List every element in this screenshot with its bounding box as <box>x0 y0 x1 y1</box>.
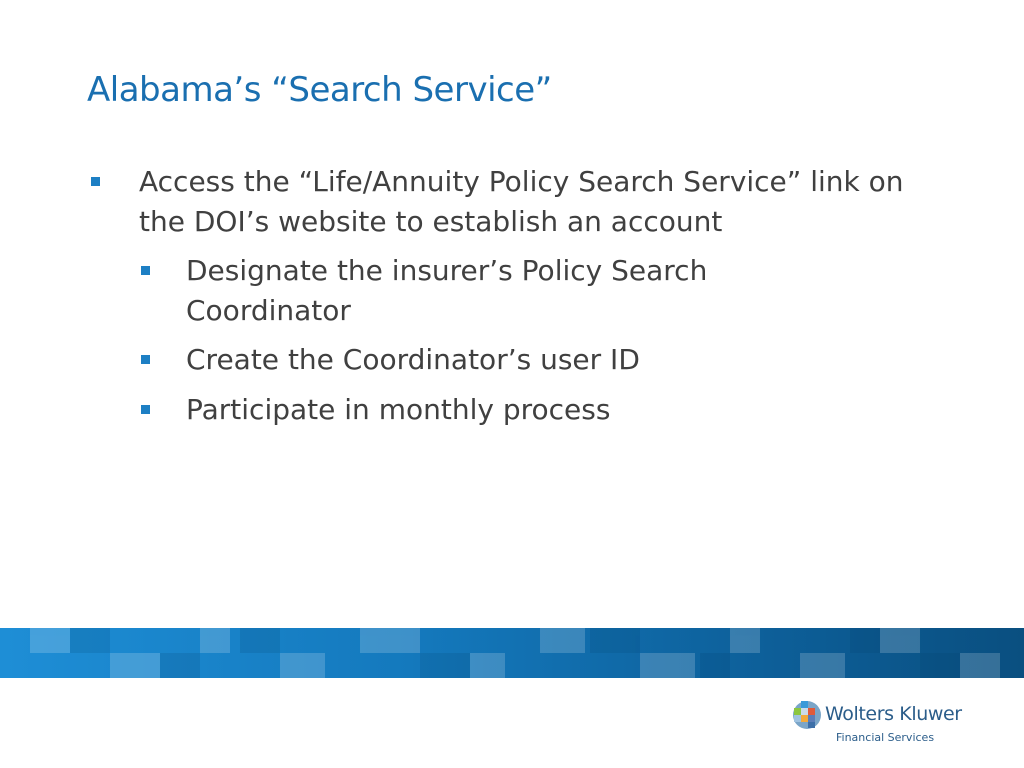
sub-bullet-item <box>141 340 841 380</box>
sub-bullet-text: Create the Coordinator’s user ID <box>186 343 640 376</box>
decorative-band <box>0 628 1024 678</box>
company-logo <box>792 700 992 750</box>
sub-bullet-text: Participate in monthly process <box>186 393 611 426</box>
bullet-text: Access the “Life/Annuity Policy Search Service” link on the DOI’s website to establish an account <box>139 165 904 238</box>
square-bullet-icon <box>141 355 150 364</box>
company-name: Wolters Kluwer <box>825 703 962 725</box>
square-bullet-icon <box>141 266 150 275</box>
slide-title: Alabama’s “Search Service” <box>87 70 552 110</box>
sub-bullet-item <box>141 251 841 331</box>
band-mosaic-graphic <box>0 628 1024 678</box>
sub-bullet-text: Designate the insurer’s Policy Search Coordinator <box>186 254 708 327</box>
bullet-item <box>91 162 911 242</box>
sub-bullet-item <box>141 390 841 430</box>
company-division: Financial Services <box>836 731 935 744</box>
square-bullet-icon <box>141 405 150 414</box>
square-bullet-icon <box>91 177 100 186</box>
globe-logo-icon <box>792 700 822 730</box>
